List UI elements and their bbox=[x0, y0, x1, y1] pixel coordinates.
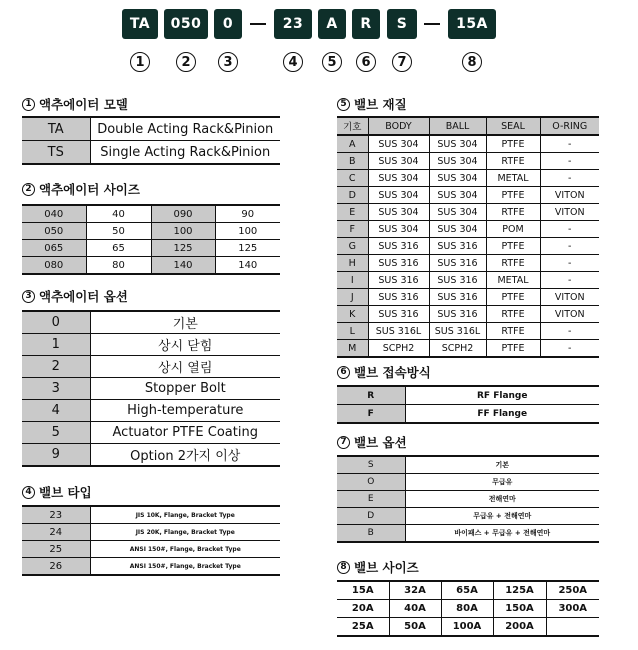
table-cell: 90 bbox=[215, 205, 280, 223]
code-segment-valve-connection: R bbox=[352, 9, 380, 39]
code-dash bbox=[250, 23, 266, 25]
section-title-valve-option bbox=[337, 433, 407, 451]
table-cell: SUS 316L bbox=[368, 323, 429, 340]
table-cell: TS bbox=[22, 141, 90, 165]
table-header: O-RING bbox=[540, 117, 599, 135]
code-number: 7 bbox=[392, 52, 412, 72]
code-number: 8 bbox=[462, 52, 482, 72]
table-header: 기호 bbox=[337, 117, 368, 135]
table-cell: 100A bbox=[441, 618, 493, 637]
table-row bbox=[22, 205, 280, 223]
table-cell: 125 bbox=[215, 240, 280, 257]
table-cell: JIS 10K, Flange, Bracket Type bbox=[90, 506, 280, 524]
section-title-valve-connection bbox=[337, 363, 431, 381]
table-cell: ANSI 150#, Flange, Bracket Type bbox=[90, 558, 280, 576]
table-row bbox=[22, 117, 280, 141]
table-cell: D bbox=[337, 187, 368, 204]
table-cell: TA bbox=[22, 117, 90, 141]
section-title-actuator-size bbox=[22, 180, 140, 198]
table-cell: PTFE bbox=[486, 187, 540, 204]
table-header: BALL bbox=[429, 117, 486, 135]
table-cell: SUS 304 bbox=[429, 135, 486, 153]
table-row bbox=[22, 506, 280, 524]
table-cell: ANSI 150#, Flange, Bracket Type bbox=[90, 541, 280, 558]
valve-option-table bbox=[337, 455, 599, 543]
section-number: 8 bbox=[337, 561, 350, 574]
code-number: 6 bbox=[356, 52, 376, 72]
table-cell: Stopper Bolt bbox=[90, 378, 280, 400]
table-cell: PTFE bbox=[486, 289, 540, 306]
table-cell: F bbox=[337, 221, 368, 238]
table-cell: RTFE bbox=[486, 306, 540, 323]
actuator-option-table bbox=[22, 310, 280, 467]
table-cell: SUS 304 bbox=[429, 187, 486, 204]
table-cell: 125A bbox=[493, 581, 546, 600]
table-cell: A bbox=[337, 135, 368, 153]
table-row bbox=[337, 238, 599, 255]
code-segment-actuator-option: 0 bbox=[214, 9, 242, 39]
table-cell: RTFE bbox=[486, 255, 540, 272]
table-row bbox=[337, 618, 599, 637]
table-row bbox=[337, 221, 599, 238]
table-cell: 140 bbox=[151, 257, 215, 275]
table-cell: SUS 316 bbox=[368, 272, 429, 289]
code-number: 1 bbox=[130, 52, 150, 72]
section-number: 4 bbox=[22, 486, 35, 499]
table-cell: - bbox=[540, 340, 599, 358]
table-cell: F bbox=[337, 405, 405, 424]
table-cell: R bbox=[337, 386, 405, 405]
section-title-valve-type bbox=[22, 483, 92, 501]
table-cell: E bbox=[337, 204, 368, 221]
table-cell: Double Acting Rack&Pinion bbox=[90, 117, 280, 141]
table-row bbox=[337, 306, 599, 323]
section-number: 5 bbox=[337, 98, 350, 111]
table-row bbox=[22, 334, 280, 356]
table-cell: 무급유 bbox=[405, 474, 599, 491]
valve-size-table bbox=[337, 580, 599, 637]
table-row bbox=[337, 255, 599, 272]
table-cell: High-temperature bbox=[90, 400, 280, 422]
code-segment-size: 050 bbox=[164, 9, 208, 39]
table-row bbox=[22, 378, 280, 400]
table-cell: J bbox=[337, 289, 368, 306]
table-row bbox=[22, 356, 280, 378]
table-row bbox=[22, 400, 280, 422]
section-number: 1 bbox=[22, 98, 35, 111]
section-number: 6 bbox=[337, 366, 350, 379]
section-title-text: 밸브 타입 bbox=[39, 485, 92, 500]
code-segment-valve-type: 23 bbox=[274, 9, 312, 39]
section-title-text: 밸브 옵션 bbox=[354, 435, 407, 450]
table-cell: 65 bbox=[86, 240, 151, 257]
code-segment-valve-material: A bbox=[318, 9, 346, 39]
table-cell: K bbox=[337, 306, 368, 323]
table-cell: 150A bbox=[493, 600, 546, 618]
table-cell: SUS 316 bbox=[368, 306, 429, 323]
table-row bbox=[337, 153, 599, 170]
table-cell: 40A bbox=[389, 600, 441, 618]
table-cell: 1 bbox=[22, 334, 90, 356]
table-cell: 065 bbox=[22, 240, 86, 257]
table-row bbox=[337, 135, 599, 153]
code-segment-valve-size: 15A bbox=[448, 9, 496, 39]
table-cell: E bbox=[337, 491, 405, 508]
table-cell: M bbox=[337, 340, 368, 358]
table-row bbox=[22, 558, 280, 576]
table-cell: SUS 304 bbox=[429, 170, 486, 187]
table-row bbox=[22, 311, 280, 334]
table-cell: VITON bbox=[540, 306, 599, 323]
table-cell: 9 bbox=[22, 444, 90, 467]
table-cell: 50A bbox=[389, 618, 441, 637]
table-cell: 080 bbox=[22, 257, 86, 275]
table-cell: 24 bbox=[22, 524, 90, 541]
table-cell: PTFE bbox=[486, 340, 540, 358]
table-cell: 40 bbox=[86, 205, 151, 223]
table-cell: B bbox=[337, 525, 405, 543]
table-cell: Single Acting Rack&Pinion bbox=[90, 141, 280, 165]
table-cell: 50 bbox=[86, 223, 151, 240]
table-row bbox=[337, 600, 599, 618]
table-cell-empty bbox=[546, 618, 599, 637]
table-cell: 15A bbox=[337, 581, 389, 600]
table-row bbox=[337, 272, 599, 289]
table-row bbox=[22, 240, 280, 257]
table-cell: 300A bbox=[546, 600, 599, 618]
table-cell: 040 bbox=[22, 205, 86, 223]
table-cell: VITON bbox=[540, 187, 599, 204]
table-cell: SUS 316L bbox=[429, 323, 486, 340]
table-cell: SUS 316 bbox=[429, 289, 486, 306]
table-cell: RTFE bbox=[486, 153, 540, 170]
table-cell: SUS 304 bbox=[368, 153, 429, 170]
table-cell: SUS 304 bbox=[368, 221, 429, 238]
table-row bbox=[337, 581, 599, 600]
code-number: 5 bbox=[322, 52, 342, 72]
section-number: 3 bbox=[22, 290, 35, 303]
section-title-text: 액추에이터 사이즈 bbox=[39, 182, 140, 197]
table-row bbox=[22, 223, 280, 240]
table-row bbox=[337, 508, 599, 525]
table-cell: PTFE bbox=[486, 135, 540, 153]
table-cell: RF Flange bbox=[405, 386, 599, 405]
table-cell: RTFE bbox=[486, 323, 540, 340]
table-cell: 2 bbox=[22, 356, 90, 378]
table-row bbox=[22, 422, 280, 444]
table-cell: SUS 316 bbox=[429, 272, 486, 289]
table-cell: VITON bbox=[540, 289, 599, 306]
section-title-text: 밸브 접속방식 bbox=[354, 365, 431, 380]
table-cell: 0 bbox=[22, 311, 90, 334]
section-title-text: 액추에이터 옵션 bbox=[39, 289, 128, 304]
table-cell: SUS 316 bbox=[368, 255, 429, 272]
table-cell: 100 bbox=[151, 223, 215, 240]
valve-connection-table bbox=[337, 385, 599, 424]
table-row bbox=[337, 386, 599, 405]
table-cell: VITON bbox=[540, 204, 599, 221]
table-cell: 050 bbox=[22, 223, 86, 240]
table-row bbox=[337, 340, 599, 358]
section-number: 2 bbox=[22, 183, 35, 196]
table-cell: L bbox=[337, 323, 368, 340]
code-number: 3 bbox=[218, 52, 238, 72]
table-header: BODY bbox=[368, 117, 429, 135]
table-cell: I bbox=[337, 272, 368, 289]
table-cell: SUS 304 bbox=[368, 204, 429, 221]
section-number: 7 bbox=[337, 436, 350, 449]
table-cell: 32A bbox=[389, 581, 441, 600]
table-header-row bbox=[337, 117, 599, 135]
table-row bbox=[337, 405, 599, 424]
table-cell: 25A bbox=[337, 618, 389, 637]
table-cell: SCPH2 bbox=[368, 340, 429, 358]
table-cell: 25 bbox=[22, 541, 90, 558]
table-cell: G bbox=[337, 238, 368, 255]
table-row bbox=[22, 524, 280, 541]
table-cell: - bbox=[540, 153, 599, 170]
table-row bbox=[22, 257, 280, 275]
section-title-text: 밸브 재질 bbox=[354, 97, 407, 112]
table-cell: 4 bbox=[22, 400, 90, 422]
table-cell: 바이패스 + 무급유 + 전해연마 bbox=[405, 525, 599, 543]
table-cell: SUS 304 bbox=[368, 170, 429, 187]
table-cell: 23 bbox=[22, 506, 90, 524]
table-cell: H bbox=[337, 255, 368, 272]
table-cell: 기본 bbox=[405, 456, 599, 474]
section-title-text: 액추에이터 모델 bbox=[39, 97, 128, 112]
table-header: SEAL bbox=[486, 117, 540, 135]
valve-type-table bbox=[22, 505, 280, 576]
table-cell: 090 bbox=[151, 205, 215, 223]
table-cell: PTFE bbox=[486, 238, 540, 255]
table-cell: 무급유 + 전해연마 bbox=[405, 508, 599, 525]
section-title-text: 밸브 사이즈 bbox=[354, 560, 419, 575]
table-cell: - bbox=[540, 170, 599, 187]
table-cell: 200A bbox=[493, 618, 546, 637]
table-cell: JIS 20K, Flange, Bracket Type bbox=[90, 524, 280, 541]
table-row bbox=[337, 525, 599, 543]
table-cell: METAL bbox=[486, 272, 540, 289]
table-cell: - bbox=[540, 221, 599, 238]
table-cell: - bbox=[540, 255, 599, 272]
table-cell: O bbox=[337, 474, 405, 491]
table-cell: SUS 304 bbox=[368, 187, 429, 204]
section-title-valve-size bbox=[337, 558, 419, 576]
table-cell: 250A bbox=[546, 581, 599, 600]
table-cell: 26 bbox=[22, 558, 90, 576]
table-row bbox=[22, 141, 280, 165]
table-cell: D bbox=[337, 508, 405, 525]
table-cell: S bbox=[337, 456, 405, 474]
valve-material-table bbox=[337, 116, 599, 358]
table-cell: - bbox=[540, 238, 599, 255]
table-cell: FF Flange bbox=[405, 405, 599, 424]
actuator-size-table bbox=[22, 204, 280, 275]
table-cell: 상시 열림 bbox=[90, 356, 280, 378]
table-row bbox=[337, 474, 599, 491]
code-segment-model: TA bbox=[122, 9, 158, 39]
table-cell: 3 bbox=[22, 378, 90, 400]
table-cell: SUS 316 bbox=[429, 255, 486, 272]
section-title-actuator-model bbox=[22, 95, 128, 113]
table-cell: SUS 304 bbox=[429, 204, 486, 221]
table-cell: 전해연마 bbox=[405, 491, 599, 508]
table-cell: METAL bbox=[486, 170, 540, 187]
table-row bbox=[337, 491, 599, 508]
table-cell: SUS 316 bbox=[429, 238, 486, 255]
table-row bbox=[337, 289, 599, 306]
table-cell: - bbox=[540, 323, 599, 340]
section-title-actuator-option bbox=[22, 287, 128, 305]
table-row bbox=[337, 204, 599, 221]
table-cell: RTFE bbox=[486, 204, 540, 221]
table-cell: 65A bbox=[441, 581, 493, 600]
table-row bbox=[22, 444, 280, 467]
table-cell: SUS 304 bbox=[429, 153, 486, 170]
table-row bbox=[337, 170, 599, 187]
table-row bbox=[337, 323, 599, 340]
table-cell: SUS 316 bbox=[368, 238, 429, 255]
table-cell: SUS 316 bbox=[368, 289, 429, 306]
table-cell: POM bbox=[486, 221, 540, 238]
section-title-valve-material bbox=[337, 95, 407, 113]
table-cell: 상시 닫힘 bbox=[90, 334, 280, 356]
table-cell: Option 2가지 이상 bbox=[90, 444, 280, 467]
table-cell: SUS 316 bbox=[429, 306, 486, 323]
table-row bbox=[337, 456, 599, 474]
code-segment-valve-option: S bbox=[387, 9, 417, 39]
table-cell: 140 bbox=[215, 257, 280, 275]
table-row bbox=[337, 187, 599, 204]
table-cell: 80 bbox=[86, 257, 151, 275]
table-cell: SUS 304 bbox=[429, 221, 486, 238]
table-row bbox=[22, 541, 280, 558]
code-dash bbox=[424, 23, 440, 25]
code-number: 4 bbox=[283, 52, 303, 72]
table-cell: 5 bbox=[22, 422, 90, 444]
table-cell: C bbox=[337, 170, 368, 187]
table-cell: - bbox=[540, 272, 599, 289]
table-cell: SCPH2 bbox=[429, 340, 486, 358]
code-number: 2 bbox=[176, 52, 196, 72]
table-cell: - bbox=[540, 135, 599, 153]
table-cell: 20A bbox=[337, 600, 389, 618]
table-cell: Actuator PTFE Coating bbox=[90, 422, 280, 444]
table-cell: 80A bbox=[441, 600, 493, 618]
table-cell: 125 bbox=[151, 240, 215, 257]
table-cell: 100 bbox=[215, 223, 280, 240]
actuator-model-table bbox=[22, 116, 280, 165]
table-cell: SUS 304 bbox=[368, 135, 429, 153]
table-cell: B bbox=[337, 153, 368, 170]
table-cell: 기본 bbox=[90, 311, 280, 334]
